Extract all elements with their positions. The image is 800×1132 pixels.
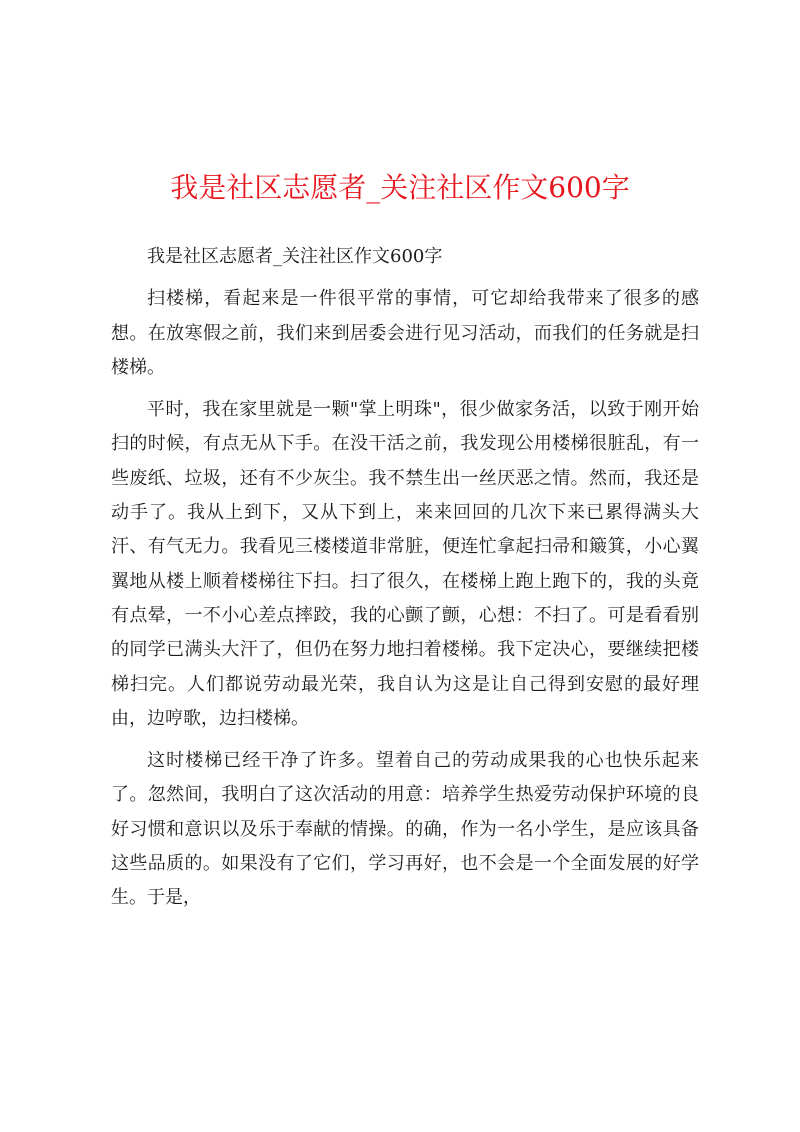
paragraph-1: 扫楼梯，看起来是一件很平常的事情，可它却给我带来了很多的感想。在放寒假之前，我们来到居委会进行见习活动，而我们的任务就是扫楼梯。 xyxy=(111,288,699,378)
paragraph-3: 这时楼梯已经干净了许多。望着自己的劳动成果我的心也快乐起来了。忽然间，我明白了这次活动的用意：培养学生热爱劳动保护环境的良好习惯和意识以及乐于奉献的情操。的确，作为一名小学生，是应该具备这些品质的。如果没有了它们，学习再好，也不会是一个全面发展的好学生。于是， xyxy=(111,750,699,909)
subtitle-paragraph: 我是社区志愿者_关注社区作文600字 xyxy=(147,246,443,267)
document-title: 我是社区志愿者_关注社区作文600字 xyxy=(170,171,630,204)
document-body xyxy=(111,240,699,916)
paragraph-2: 平时，我在家里就是一颗"掌上明珠"，很少做家务活，以致于刚开始扫的时候，有点无从下手。在没干活之前，我发现公用楼梯很脏乱，有一些废纸、垃圾，还有不少灰尘。我不禁生出一丝厌恶之情。然而，我还是动手了。我从上到下，又从下到上，来来回回的几次下来已累得满头大汗、有气无力。我看见三楼楼道非常脏，便连忙拿起扫帚和簸箕，小心翼翼地从楼上顺着楼梯往下扫。扫了很久，在楼梯上跑上跑下的，我的头竟有点晕，一不小心差点摔跤，我的心颤了颤，心想：不扫了。可是看看别的同学已满头大汗了，但仍在努力地扫着楼梯。我下定决心，要继续把楼梯扫完。人们都说劳动最光荣，我自认为这是让自己得到安慰的最好理由，边哼歌，边扫楼梯。 xyxy=(111,399,699,729)
